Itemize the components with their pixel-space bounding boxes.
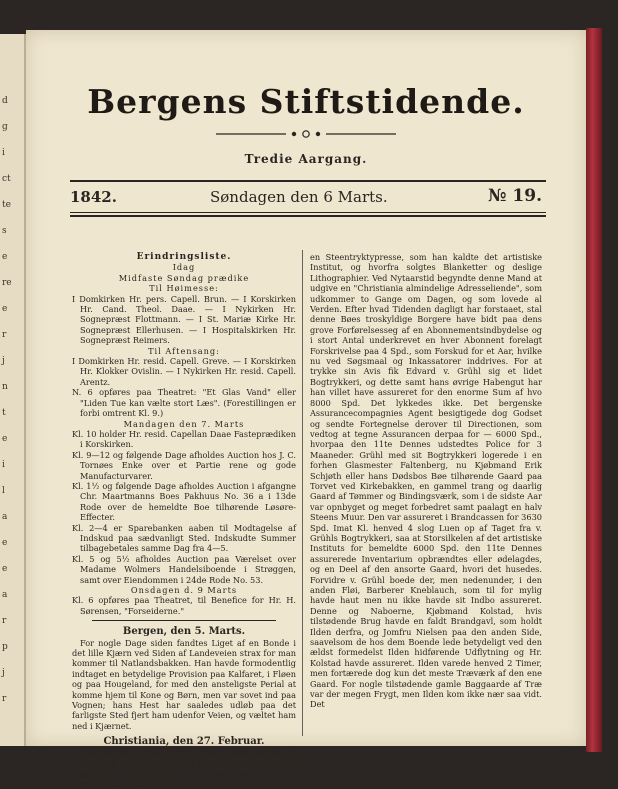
left-page-letter: e <box>2 434 8 444</box>
left-page-letter: a <box>2 512 8 522</box>
column-divider <box>302 250 303 736</box>
christiania-heading: Christiania, den 27. Februar. <box>103 736 265 748</box>
monday-item: Kl. 5 og 5½ afholdes Auction paa Værelset over Madame Wolmers Handelsiboende i Strøggen, samt over Eiendommen i 24de Rode No. 53. <box>72 553 296 585</box>
left-page-letter: e <box>2 304 8 314</box>
left-page-letter: p <box>2 642 8 652</box>
left-page-letter: te <box>2 200 11 210</box>
right-column <box>310 252 542 710</box>
year-label: 1842. <box>70 188 117 206</box>
left-page-letter: e <box>2 538 8 548</box>
issue-number: № 19. <box>488 186 542 206</box>
left-page-letter: re <box>2 278 12 288</box>
evening-label: Til Aftensang: <box>148 345 220 356</box>
masthead-dateline <box>70 186 546 212</box>
theatre-notice: N. 6 opføres paa Theatret: "Et Glas Vand" eller "Liden Tue kan vælte stort Læs". (Forestillingen er forbi omtrent Kl. 9.) <box>72 387 296 419</box>
left-page-letter: ct <box>2 174 11 184</box>
left-page-letter: r <box>2 694 7 704</box>
left-page-letter: d <box>2 96 8 106</box>
left-page-edge <box>0 34 26 746</box>
christiania-article: Enkelte Gange har i dette Blad været omtalt en Indretning ved Navn Edvard v. Grühl, som for mere end et Aar siden efter diverse Fala i andre Lande kom herind og anlagde <box>72 747 296 789</box>
masthead-rule-top <box>70 180 546 182</box>
left-page-letter: r <box>2 616 7 626</box>
left-page-letter: i <box>2 148 5 158</box>
left-page-letter: s <box>2 226 7 236</box>
date-label: Søndagen den 6 Marts. <box>210 188 388 206</box>
left-page-letter: a <box>2 590 8 600</box>
bergen-heading: Bergen, den 5. Marts. <box>122 626 246 638</box>
left-page-letter: e <box>2 564 8 574</box>
monday-item: Kl. 10 holder Hr. resid. Capellan Daae Fasteprædiken i Korskirken. <box>72 428 296 450</box>
erindringsliste-heading: Erindringsliste. <box>136 252 232 262</box>
left-page-letter: t <box>2 408 6 418</box>
left-page-letter: e <box>2 252 8 262</box>
left-page-letter: j <box>2 356 5 366</box>
bergen-article: For nogle Dage siden fandtes Liget af en Bonde i det lille Kjærn ved Siden af Landeveien strax for man kommer til Natlandsbakken. Han havde formodentlig indtaget en betydelige Provision paa Kalfaret, i Fløen og paa Hougeland, for med den ansteligste Perial at komme hjem til Kone og Børn, men var sovet ind paa Vognen; hans Hest har saaledes udløb paa det farligste Sted fjert ham udenfor Veien, og væltet ham ned i Kjærnet. <box>72 637 296 731</box>
left-page-letter: j <box>2 668 5 678</box>
monday-item: Kl. 9—12 og følgende Dage afholdes Auction hos J. C. Tornøes Enke over et Partie rene og gode Manufacturvarer. <box>72 449 296 481</box>
left-page-letter: n <box>2 382 8 392</box>
wednesday-label: Onsdagen d. 9 Marts <box>130 585 238 595</box>
today-label: Idag <box>172 262 196 273</box>
left-column <box>72 252 296 789</box>
monday-item: Kl. 2—4 er Sparebanken aaben til Modtagelse af Indskud paa sædvanligt Sted. Indskudte Summer tilbagebetales samme Dag fra 4—5. <box>72 522 296 554</box>
monday-item: Kl. 1½ og følgende Dage afholdes Auction i afgangne Chr. Maartmanns Boes Pakhuus No. 36 a i 13de Rode over de hemeldte Boe tilhørende Løsøre-Effecter. <box>72 480 296 523</box>
masthead-rule-bottom <box>70 215 546 217</box>
newspaper-page <box>26 30 586 789</box>
ornament-rule-icon <box>216 128 396 140</box>
left-page-letter: g <box>2 122 8 132</box>
volume-label: Tredie Aargang. <box>244 152 368 166</box>
monday-label: Mandagen den 7. Marts <box>123 418 245 429</box>
sunday-label: Midfaste Søndag prædike <box>118 272 250 283</box>
morning-label: Til Høimesse: <box>149 283 219 294</box>
christiania-article-continued: en Steentryktypresse, som han kaldte det artistiske Institut, og hvorfra solgtes Blanketter og deslige Lithographier. Ved Nytaarstid begyndte denne Mand at udgive en "Christiania almindelige Adresseliende", som udkommer to Gange om Dagen, og som lovede al Verden. Efter hvad Tidenden dagligt har forstaaet, stal denne Bøes troskyldige Borgere have bidt paa dens grove Forførelsesseg af en Abonnementsindbydelse og i stort Antal underkrevet en hver Abonnent forelagt Forskrivelse paa 4 Spd., som Forskud for et Aar, hvilke nu ved Søgsmaal og Inkassatorer inddrives. For at trykke sin Avis fik Edvard v. Grühl sig et lidet Bogtrykkeri, og dette samt hans øvrige Habengut har han villet have assureret for den enorme Sum af hvo 8000 Spd. Det lykkedes ikke. Det bergenske Assurancecompagnies Agent besigtigede dog Godset og sendte Fortegnelse derover til Directionen, som vedtog at tegne Assurancen derpaa for — 6000 Spd., hvorpaa den 11te Dennes udstedtes Police for 3 Maaneder. Grühl med sit Bogtrykkeri logerede i en forhen Glasmester Faltenberg, nu Kjøbmand Erik Schjøth eller hans Dødsbos Bøe tilhørende Gaard paa Torvet ved Kirkebakken, en gammel trang og daarlig Gaard af Tømmer og Bindingsværk, som i de sidste Aar var opnbyget og meget forbedret samt paalagt en halv Steens Muur. Den var assureret i Brandcassen for 3630 Spd. Imat Kl. henved 4 slog Luen op af Taget fra v. Grühls Bogtrykkeri, saa at Storsilkelen af det artistiske Instituts for bemeldte 6000 Spd. den 11te Dennes assurerede Inventarium opbrændtes eller ødelagdes, og en Deel af den ansorte Gaard, hvori det husedes. Forvidre v. Grühl boede der, men nedenunder, i den anden Fløi, Barberer Kneblauch, som til for mylig havde haut men nu ikke havde sit Indbo assureret. Denne og Naboerne, Kjøbmand Kolstad, hvis tilstødende Brug havde en faldt Brandgavl, som holdt Ilden derfra, og Jomfru Nielsen paa den anden Side, saavelsom de hos dem Boende lede betydeligt ved den ældst formedelst Ilden hidførende Udflytning og Hr. Kolstad havde assureret. Ilden varede henved 2 Timer, men fortærede dog kun det meste Træværk af den ene Gaard. For nogle tilstødende gamle Baggaarde af Træ var der megen Frygt, men Ilden kom ikke nær saa vidt. Det <box>310 252 542 710</box>
evening-service: I Domkirken Hr. resid. Capell. Greve. — I Korskirken Hr. Klokker Ovislin. — I Nykirken Hr. resid. Capell. Arentz. <box>72 356 296 387</box>
wednesday-item: Kl. 6 opføres paa Theatret, til Benefice for Hr. H. Sørensen, "Forseiderne." <box>72 595 296 616</box>
masthead-title: Bergens Stiftstidende. <box>87 82 525 121</box>
left-page-letter: r <box>2 330 7 340</box>
left-page-letter: i <box>2 460 5 470</box>
masthead-rule-mid <box>70 212 546 213</box>
morning-services: I Domkirken Hr. pers. Capell. Brun. — I Korskirken Hr. Cand. Theol. Daae. — I Nykirken Hr. Sognepræst Flottmann. — I St. Mariæ Kirke Hr. Sognepræst Ellerhusen. — I Hospitalskirken Hr. Sognepræst Reimers. <box>72 293 296 346</box>
section-rule <box>92 620 276 621</box>
left-page-letter: l <box>2 486 5 496</box>
red-book-edge <box>586 28 602 752</box>
